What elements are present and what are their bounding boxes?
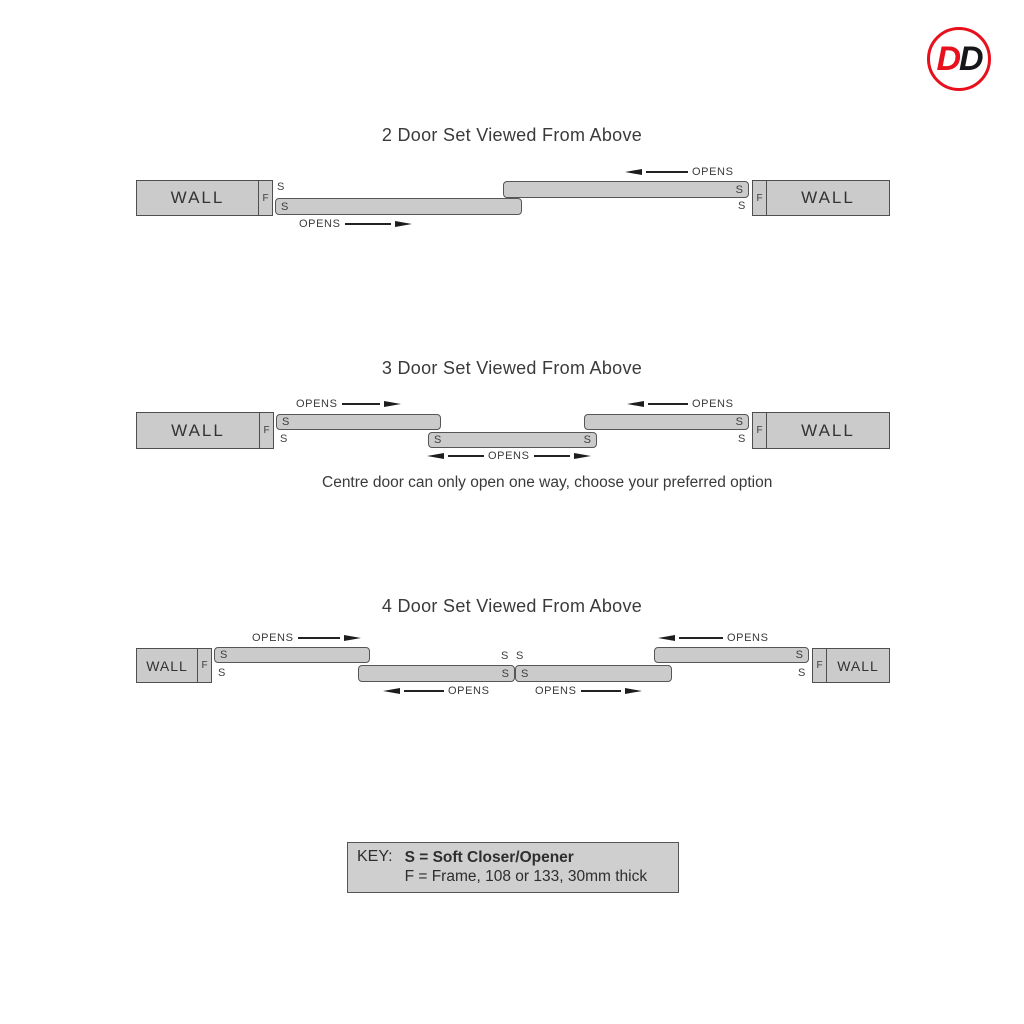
arrow-line xyxy=(404,690,444,692)
opens-arrow-right xyxy=(625,166,734,178)
arrow-line xyxy=(646,171,688,173)
wall-segment xyxy=(767,181,889,215)
arrow-right-icon xyxy=(574,453,591,459)
three-door-title: 3 Door Set Viewed From Above xyxy=(381,358,643,378)
soft-closer-label: S xyxy=(501,667,509,680)
arrow-line xyxy=(679,637,723,639)
frame-label: F xyxy=(201,660,208,671)
wall-frame-left xyxy=(136,412,274,449)
key-frame-definition: F = Frame, 108 or 133, 30mm thick xyxy=(404,868,648,885)
soft-closer-label: S xyxy=(521,667,529,680)
opens-label: OPENS xyxy=(448,685,490,697)
opens-arrow-centre-left xyxy=(383,685,490,697)
door-outer-left xyxy=(214,647,370,663)
wall-label: WALL xyxy=(171,420,225,440)
wall-label: WALL xyxy=(801,188,855,207)
frame-label: F xyxy=(263,425,270,436)
frame-label: F xyxy=(262,192,269,204)
opens-arrow-centre-right xyxy=(535,685,642,697)
wall-label: WALL xyxy=(801,420,855,440)
arrow-line xyxy=(448,455,484,457)
soft-closer-marker: S xyxy=(501,650,509,662)
opens-arrow-left xyxy=(296,398,401,410)
frame-label: F xyxy=(756,425,763,436)
wall-segment xyxy=(137,181,258,215)
arrow-line xyxy=(581,690,621,692)
opens-label: OPENS xyxy=(727,632,769,644)
soft-closer-marker: S xyxy=(277,181,285,193)
arrow-left-icon xyxy=(625,169,642,175)
frame-segment xyxy=(197,649,211,682)
arrow-line xyxy=(534,455,570,457)
soft-closer-label: S xyxy=(583,434,591,446)
opens-label: OPENS xyxy=(296,398,338,410)
frame-label: F xyxy=(756,192,763,204)
wall-label: WALL xyxy=(146,657,188,674)
opens-label: OPENS xyxy=(535,685,577,697)
wall-segment xyxy=(137,413,259,448)
wall-segment xyxy=(137,649,197,682)
wall-frame-right xyxy=(752,180,890,216)
wall-label: WALL xyxy=(837,657,879,674)
frame-segment xyxy=(813,649,827,682)
door-right xyxy=(584,414,749,430)
frame-segment xyxy=(753,181,767,215)
wall-segment xyxy=(767,413,889,448)
wall-frame-left xyxy=(136,180,273,216)
arrow-right-icon xyxy=(395,221,412,227)
opens-label: OPENS xyxy=(488,450,530,462)
opens-label: OPENS xyxy=(299,218,341,230)
opens-arrow-right-top xyxy=(658,632,769,644)
arrow-left-icon xyxy=(383,688,400,694)
key-legend xyxy=(347,842,679,893)
wall-frame-left xyxy=(136,648,212,683)
door-left xyxy=(276,414,441,430)
wall-segment xyxy=(827,649,889,682)
soft-closer-label: S xyxy=(735,183,743,196)
opens-label: OPENS xyxy=(252,632,294,644)
logo-letter-d-red: D xyxy=(936,39,959,78)
soft-closer-marker: S xyxy=(516,650,524,662)
soft-closer-label: S xyxy=(281,200,289,213)
arrow-left-icon xyxy=(658,635,675,641)
arrow-right-icon xyxy=(384,401,401,407)
four-door-title: 4 Door Set Viewed From Above xyxy=(381,596,643,616)
arrow-line xyxy=(298,637,340,639)
door-centre xyxy=(428,432,597,448)
dd-logo xyxy=(927,27,991,91)
wall-frame-right xyxy=(752,412,890,449)
opens-arrow-left-top xyxy=(252,632,361,644)
opens-arrow-left xyxy=(299,218,412,230)
two-door-title: 2 Door Set Viewed From Above xyxy=(381,125,643,145)
door-right xyxy=(503,181,749,198)
key-soft-closer-definition: S = Soft Closer/Opener xyxy=(404,849,574,866)
arrow-line xyxy=(648,403,688,405)
wall-frame-right xyxy=(812,648,890,683)
door-left xyxy=(275,198,522,215)
logo-letter-d-black: D xyxy=(959,39,982,78)
soft-closer-marker: S xyxy=(798,667,806,679)
arrow-right-icon xyxy=(344,635,361,641)
opens-label: OPENS xyxy=(692,398,734,410)
frame-segment xyxy=(753,413,767,448)
wall-label: WALL xyxy=(170,188,225,207)
soft-closer-marker: S xyxy=(738,433,746,445)
soft-closer-label: S xyxy=(282,416,290,428)
opens-arrow-right xyxy=(627,398,734,410)
arrow-line xyxy=(345,223,391,225)
soft-closer-marker: S xyxy=(280,433,288,445)
soft-closer-label: S xyxy=(735,416,743,428)
opens-arrow-centre xyxy=(427,450,591,462)
key-heading: KEY: xyxy=(357,848,393,865)
opens-label: OPENS xyxy=(692,166,734,178)
soft-closer-marker: S xyxy=(218,667,226,679)
frame-segment xyxy=(259,413,273,448)
centre-door-note: Centre door can only open one way, choose your preferred option xyxy=(322,474,773,491)
soft-closer-label: S xyxy=(220,649,228,661)
door-outer-right xyxy=(654,647,809,663)
soft-closer-marker: S xyxy=(738,200,746,212)
arrow-left-icon xyxy=(427,453,444,459)
arrow-line xyxy=(342,403,380,405)
frame-label: F xyxy=(816,660,823,671)
arrow-right-icon xyxy=(625,688,642,694)
frame-segment xyxy=(258,181,272,215)
door-centre-right xyxy=(515,665,672,682)
soft-closer-label: S xyxy=(795,649,803,661)
door-centre-left xyxy=(358,665,515,682)
arrow-left-icon xyxy=(627,401,644,407)
soft-closer-label: S xyxy=(434,434,442,446)
